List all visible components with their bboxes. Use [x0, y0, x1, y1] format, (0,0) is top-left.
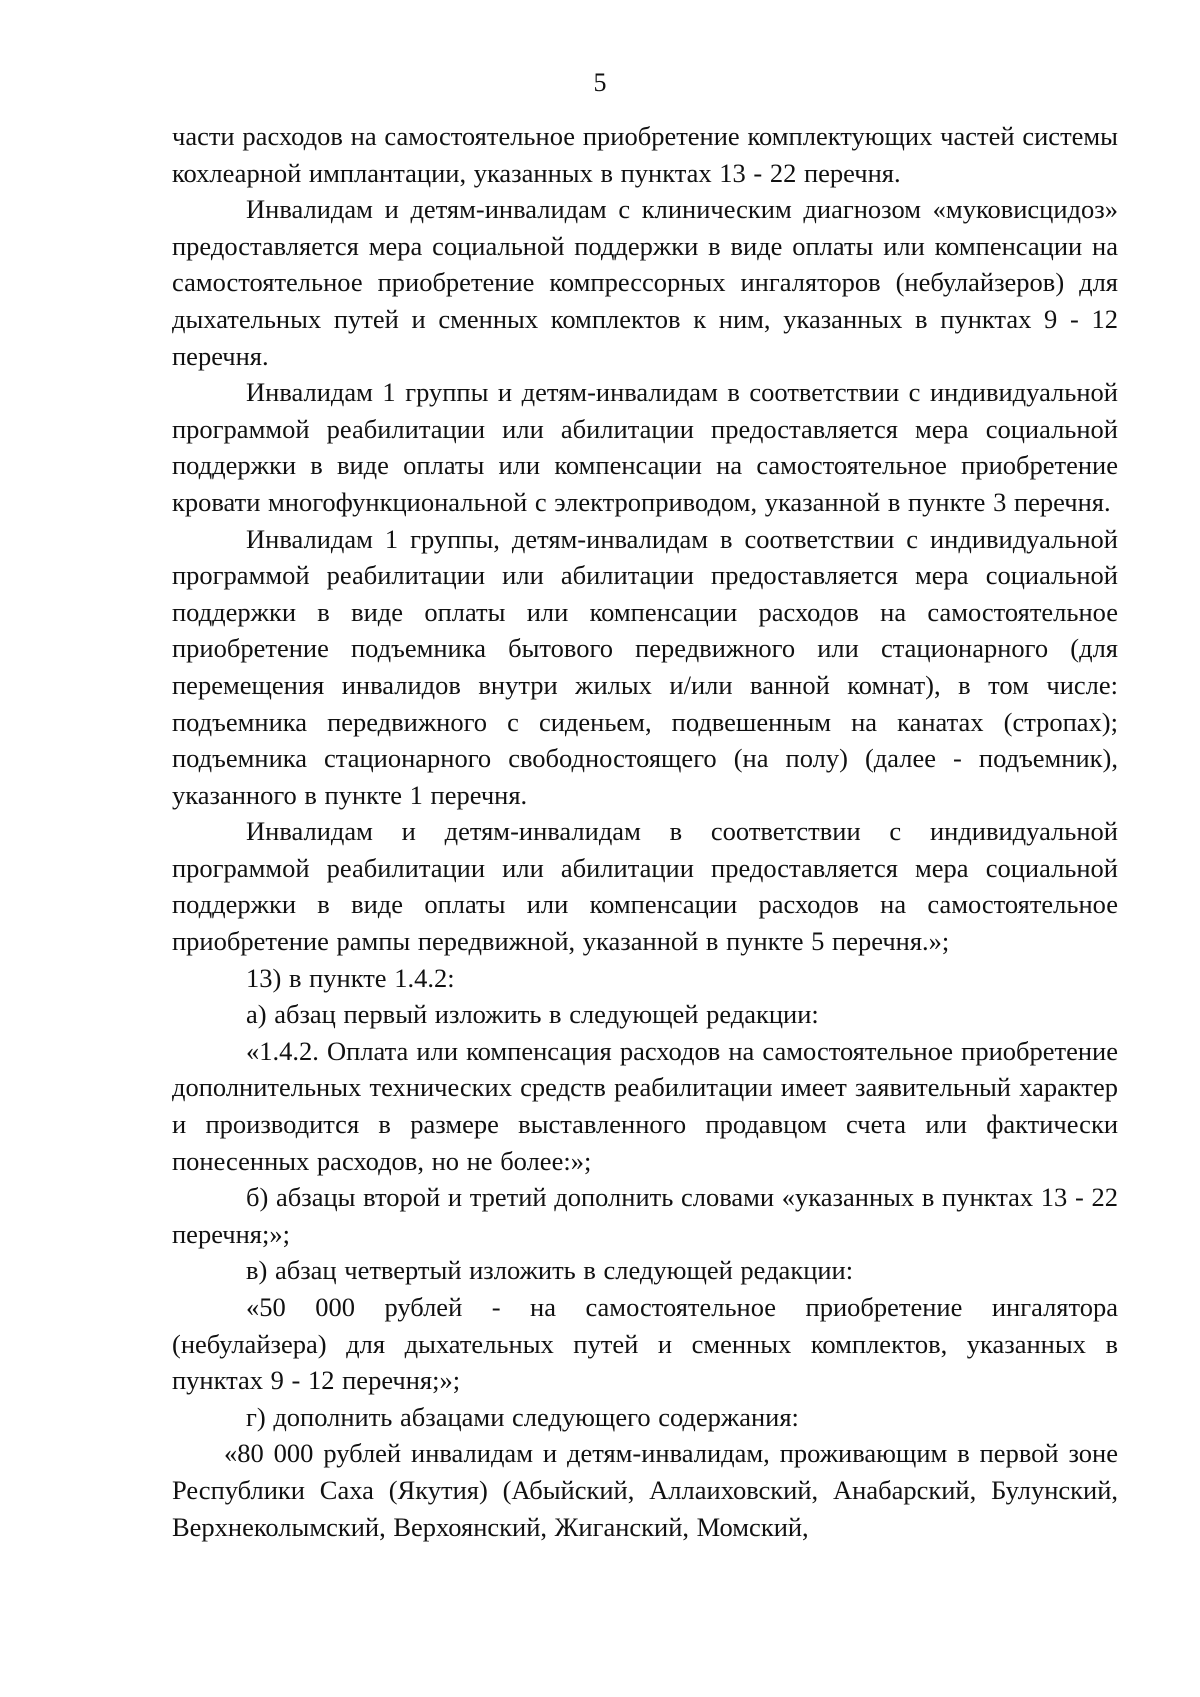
paragraph-ramp: Инвалидам и детям-инвалидам в соответствии с индивидуальной программой реабилитации или абилитации предоставляется мера социальной поддержки в виде оплаты или компенсации расходов на самостоятельное приобретение рампы передвижной, указанной в пункте 5 перечня.»; — [172, 816, 1118, 957]
paragraph-80000-rubles: «80 000 рублей инвалидам и детям-инвалидам, проживающим в первой зоне Республики Саха (Якутия) (Абыйский, Аллаиховский, Анабарский, Булунский, Верхнеколымский, Верхоянский, Жиганский, Момский, — [172, 1438, 1118, 1542]
paragraph-continuation: части расходов на самостоятельное приобретение комплектующих частей системы кохлеарной имплантации, указанных в пунктах 13 - 22 перечня. — [172, 121, 1118, 188]
document-body — [172, 118, 1118, 1545]
page-number: 5 — [593, 68, 607, 97]
paragraph-mucoviscidosis: Инвалидам и детям-инвалидам с клиническим диагнозом «муковисцидоз» предоставляется мера социальной поддержки в виде оплаты или компенсации на самостоятельное приобретение компрессорных ингаляторов (небулайзеров) для дыхательных путей и сменных комплектов к ним, указанных в пунктах 9 - 12 перечня. — [172, 194, 1118, 371]
paragraph-subitem-b: б) абзацы второй и третий дополнить словами «указанных в пунктах 13 - 22 перечня;»; — [172, 1182, 1118, 1249]
paragraph-item-13: 13) в пункте 1.4.2: — [246, 962, 455, 993]
paragraph-subitem-g: г) дополнить абзацами следующего содержания: — [246, 1401, 799, 1432]
paragraph-lift: Инвалидам 1 группы, детям-инвалидам в соответствии с индивидуальной программой реабилитации или абилитации предоставляется мера социальной поддержки в виде оплаты или компенсации расходов на самостоятельное приобретение подъемника бытового передвижного или стационарного (для перемещения инвалидов внутри жилых и/или ванной комнат), в том числе: подъемника передвижного с сиденьем, подвешенным на канатах (стропах); подъемника стационарного свободностоящего (на полу) (далее - подъемник), указанного в пункте 1 перечня. — [172, 523, 1118, 810]
paragraph-multifunctional-bed: Инвалидам 1 группы и детям-инвалидам в соответствии с индивидуальной программой реабилитации или абилитации предоставляется мера социальной поддержки в виде оплаты или компенсации на самостоятельное приобретение кровати многофункциональной с электроприводом, указанной в пункте 3 перечня. — [172, 377, 1118, 517]
paragraph-1-4-2-text: «1.4.2. Оплата или компенсация расходов на самостоятельное приобретение дополнительных технических средств реабилитации имеет заявительный характер и производится в размере выставленного продавцом счета или фактически понесенных расходов, но не более:»; — [172, 1035, 1118, 1176]
paragraph-subitem-a: а) абзац первый изложить в следующей редакции: — [246, 999, 819, 1030]
paragraph-50000-rubles: «50 000 рублей - на самостоятельное приобретение ингалятора (небулайзера) для дыхательных путей и сменных комплектов, указанных в пунктах 9 - 12 перечня;»; — [172, 1292, 1118, 1396]
paragraph-subitem-v: в) абзац четвертый изложить в следующей редакции: — [246, 1255, 854, 1286]
